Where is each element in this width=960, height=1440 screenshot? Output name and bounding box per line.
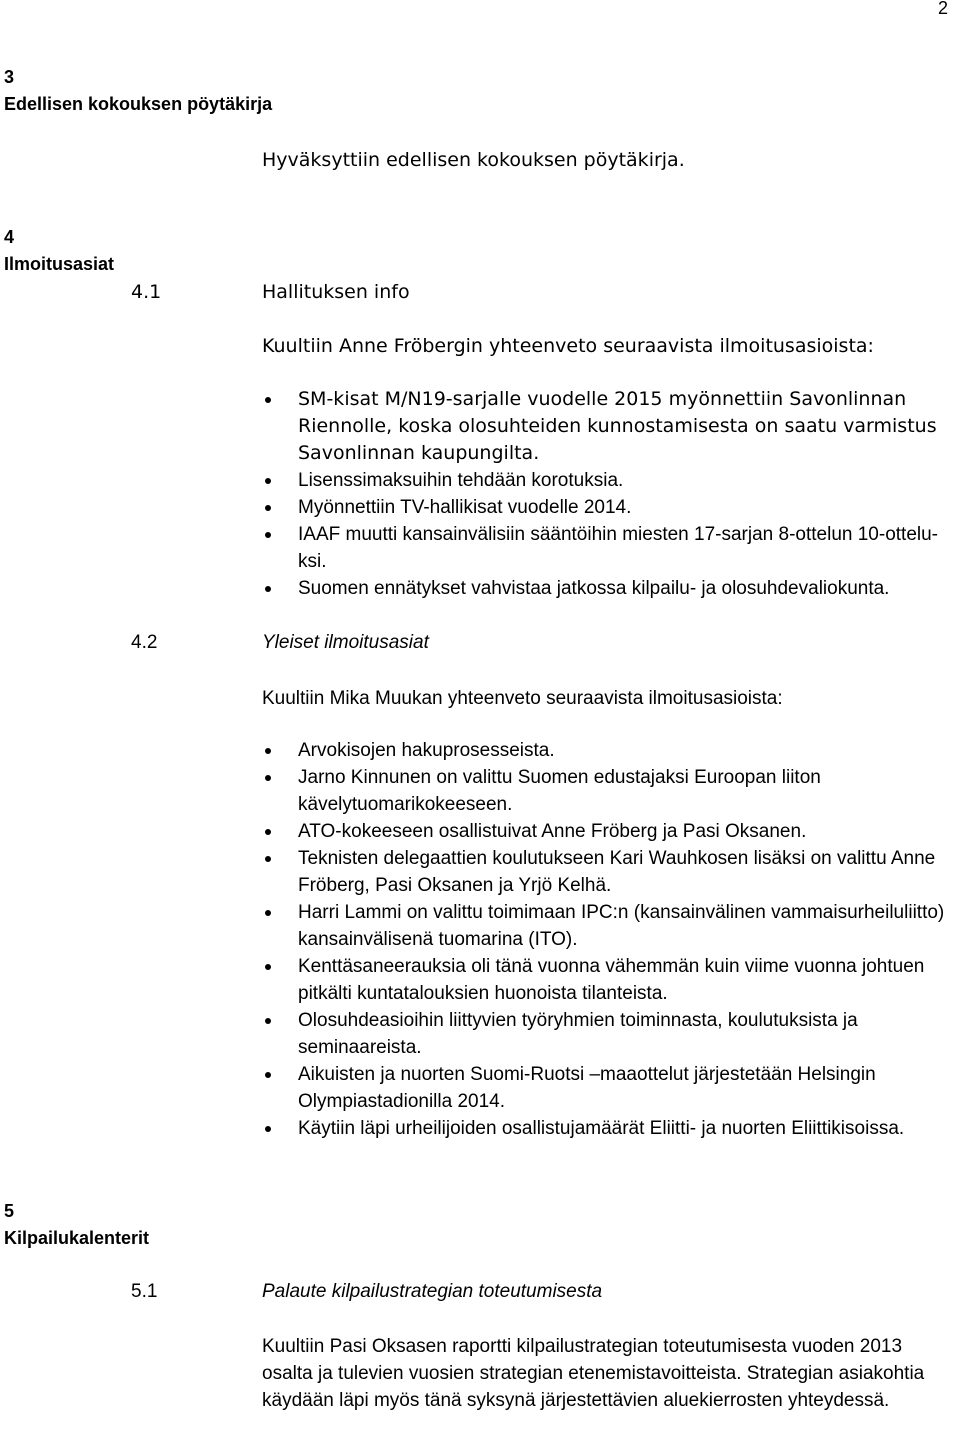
bullet-icon [265, 856, 271, 862]
subsection-4-1-list [262, 386, 947, 602]
list-item: Kenttäsaneerauksia oli tänä vuonna vähemmän kuin viime vuonna johtuen pitkälti kuntatalouksien huonoista tilanteista. [262, 953, 947, 1007]
section-3-title: Edellisen kokouksen pöytäkirja [4, 94, 273, 114]
list-item: Harri Lammi on valittu toimimaan IPC:n (kansainvälinen vammaisurheiluliitto) kansainvälisenä tuomarina (ITO). [262, 899, 947, 953]
bullet-icon [265, 964, 271, 970]
subsection-4-1-title: Hallituksen info [262, 281, 410, 303]
subsection-4-1-intro: Kuultiin Anne Fröbergin yhteenveto seuraavista ilmoitusasioista: [262, 335, 874, 357]
subsection-4-2-list [262, 737, 947, 1142]
list-item: Käytiin läpi urheilijoiden osallistujamäärät Eliitti- ja nuorten Eliittikisoissa. [262, 1115, 947, 1142]
bullet-icon [265, 505, 271, 511]
bullet-icon [265, 478, 271, 484]
subsection-5-1-text: Kuultiin Pasi Oksasen raportti kilpailustrategian toteutumisesta vuoden 2013 osalta ja tulevien vuosien strategian etenemistavoitteista. Strategian asiakohtia käydään läpi myös tänä syksynä järjestettävien aluekierrosten yhteydessä. [262, 1336, 925, 1411]
subsection-4-2-intro: Kuultiin Mika Muukan yhteenveto seuraavista ilmoitusasioista: [262, 688, 783, 709]
list-item: SM-kisat M/N19-sarjalle vuodelle 2015 myönnettiin Savonlinnan Riennolle, koska olosuhteiden kunnostamisesta on saatu varmistus Savonlinnan kaupungilta. [262, 386, 947, 467]
bullet-icon [265, 586, 271, 592]
list-item: Arvokisojen hakuprosesseista. [262, 737, 947, 764]
bullet-icon [265, 910, 271, 916]
list-item: Myönnettiin TV-hallikisat vuodelle 2014. [262, 494, 947, 521]
subsection-4-1-number: 4.1 [131, 281, 162, 303]
bullet-icon [265, 748, 271, 754]
bullet-icon [265, 829, 271, 835]
subsection-4-2-title: Yleiset ilmoitusasiat [262, 632, 429, 653]
section-3-text: Hyväksyttiin edellisen kokouksen pöytäkirja. [262, 149, 685, 171]
list-item: Lisenssimaksuihin tehdään korotuksia. [262, 467, 947, 494]
list-item: IAAF muutti kansainvälisiin sääntöihin miesten 17-sarjan 8-ottelun 10-otteluksi. [262, 521, 947, 575]
bullet-icon [265, 1018, 271, 1024]
bullet-icon [265, 532, 271, 538]
section-3-number: 3 [4, 67, 15, 87]
list-item: Aikuisten ja nuorten Suomi-Ruotsi –maaottelut järjestetään Helsingin Olympiastadionilla 2014. [262, 1061, 947, 1115]
bullet-icon [265, 1072, 271, 1078]
list-item: Jarno Kinnunen on valittu Suomen edustajaksi Euroopan liiton kävelytuomarikokeeseen. [262, 764, 947, 818]
section-4-number: 4 [4, 227, 15, 247]
list-item: ATO-kokeeseen osallistuivat Anne Fröberg ja Pasi Oksanen. [262, 818, 947, 845]
subsection-5-1-title: Palaute kilpailustrategian toteutumisesta [262, 1281, 603, 1302]
list-item: Suomen ennätykset vahvistaa jatkossa kilpailu- ja olosuhdevaliokunta. [262, 575, 947, 602]
bullet-icon [265, 1126, 271, 1132]
section-4-title: Ilmoitusasiat [4, 254, 115, 274]
section-5-number: 5 [4, 1201, 15, 1221]
list-item: Teknisten delegaattien koulutukseen Kari Wauhkosen lisäksi on valittu Anne Fröberg, Pasi Oksanen ja Yrjö Kelhä. [262, 845, 947, 899]
subsection-4-2-number: 4.2 [131, 632, 158, 653]
section-5-title: Kilpailukalenterit [4, 1228, 150, 1248]
list-item: Olosuhdeasioihin liittyvien työryhmien toiminnasta, koulutuksista ja seminaareista. [262, 1007, 947, 1061]
page-number: 2 [937, 0, 948, 18]
bullet-icon [265, 397, 271, 403]
subsection-5-1-number: 5.1 [131, 1281, 158, 1302]
bullet-icon [265, 775, 271, 781]
